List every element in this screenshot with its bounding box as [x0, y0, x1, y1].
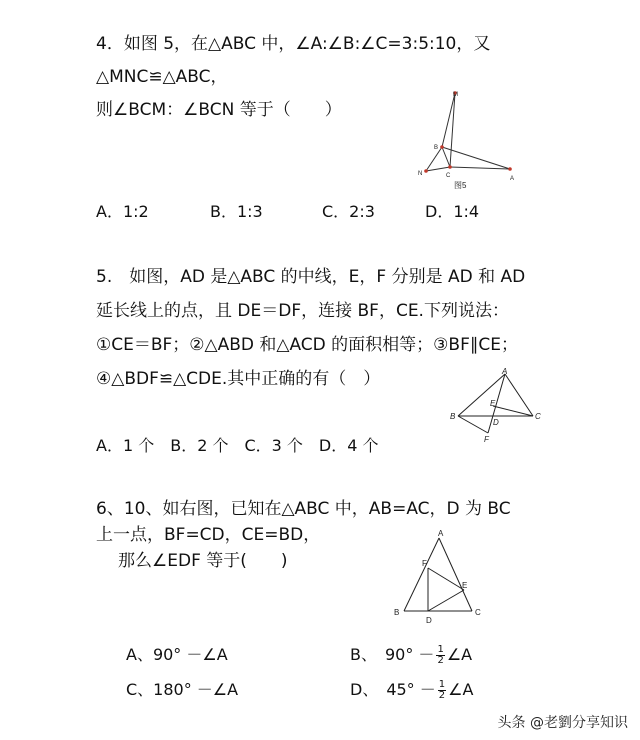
q6-label-a: A — [438, 529, 444, 538]
q6-option-a[interactable]: A、90° －∠A — [126, 645, 228, 664]
q4-option-d[interactable]: D．1:4 — [425, 202, 480, 221]
q6-option-c[interactable]: C、180° －∠A — [126, 680, 239, 699]
watermark: 头条 @老劉分享知识 — [497, 715, 628, 731]
q6-label-b: B — [394, 608, 400, 617]
q4-label-n: N — [418, 171, 423, 177]
q6-option-b-frac-den: 2 — [437, 655, 444, 666]
q5-label-e: E — [490, 399, 496, 408]
q4-label-m: M — [453, 92, 458, 98]
q4-label-b: B — [434, 145, 439, 151]
q6-option-d-fraction — [438, 680, 446, 701]
q5-line-3: ①CE＝BF；②△ABD 和△ACD 的面积相等；③BF∥CE； — [96, 335, 518, 355]
q5-options: A．1 个 B．2 个 C．3 个 D．4 个 — [96, 436, 379, 455]
q5-label-b: B — [450, 412, 456, 421]
q6-option-b-suffix: ∠A — [446, 645, 473, 664]
q6-line-1: 6、10、如右图，已知在△ABC 中，AB=AC，D 为 BC — [96, 499, 511, 519]
q4-option-c[interactable]: C．2:3 — [322, 202, 375, 221]
q5-figure — [440, 366, 550, 444]
q5-line-1: 5. 如图，AD 是△ABC 的中线，E，F 分别是 AD 和 AD — [96, 267, 526, 287]
q6-label-d: D — [426, 616, 432, 625]
q6-label-f: F — [422, 559, 427, 568]
q4-label-c: C — [446, 173, 451, 179]
q6-option-d[interactable] — [350, 679, 473, 701]
q5-label-d: D — [493, 418, 499, 427]
q4-line-1: 4．如图 5，在△ABC 中，∠A:∠B:∠C=3:5:10，又 — [96, 34, 491, 54]
q5-label-f: F — [484, 435, 489, 444]
q6-option-d-prefix: D、 45° － — [350, 680, 436, 699]
q6-option-b-frac-num: 1 — [437, 644, 444, 655]
q4-label-a: A — [510, 176, 515, 182]
q4-figure-caption: 图5 — [454, 181, 467, 190]
q6-line-2: 上一点，BF=CD，CE=BD， — [96, 525, 321, 545]
q6-option-d-frac-den: 2 — [438, 690, 446, 701]
q6-option-d-suffix: ∠A — [448, 680, 474, 699]
q6-option-b-fraction — [436, 645, 444, 666]
q6-label-c: C — [475, 608, 481, 617]
q6-label-e: E — [462, 581, 468, 590]
q4-line-2: △MNC≌△ABC， — [96, 67, 228, 87]
q6-line-3: 那么∠EDF 等于( ) — [118, 551, 288, 571]
q6-figure — [388, 528, 498, 628]
q5-label-a: A — [502, 367, 508, 376]
q6-option-d-frac-num: 1 — [438, 679, 446, 690]
q5-line-4: ④△BDF≌△CDE.其中正确的有（ ） — [96, 369, 381, 389]
q4-option-b[interactable]: B．1:3 — [210, 202, 263, 221]
q4-option-a[interactable]: A．1:2 — [96, 202, 149, 221]
q4-line-3: 则∠BCM：∠BCN 等于（ ） — [96, 100, 342, 120]
q5-label-c: C — [535, 412, 541, 421]
q5-line-2: 延长线上的点，且 DE＝DF，连接 BF，CE.下列说法： — [96, 301, 509, 321]
q4-figure — [410, 85, 525, 195]
q6-option-b[interactable] — [350, 644, 472, 666]
q6-option-b-prefix: B、 90° － — [350, 645, 435, 664]
